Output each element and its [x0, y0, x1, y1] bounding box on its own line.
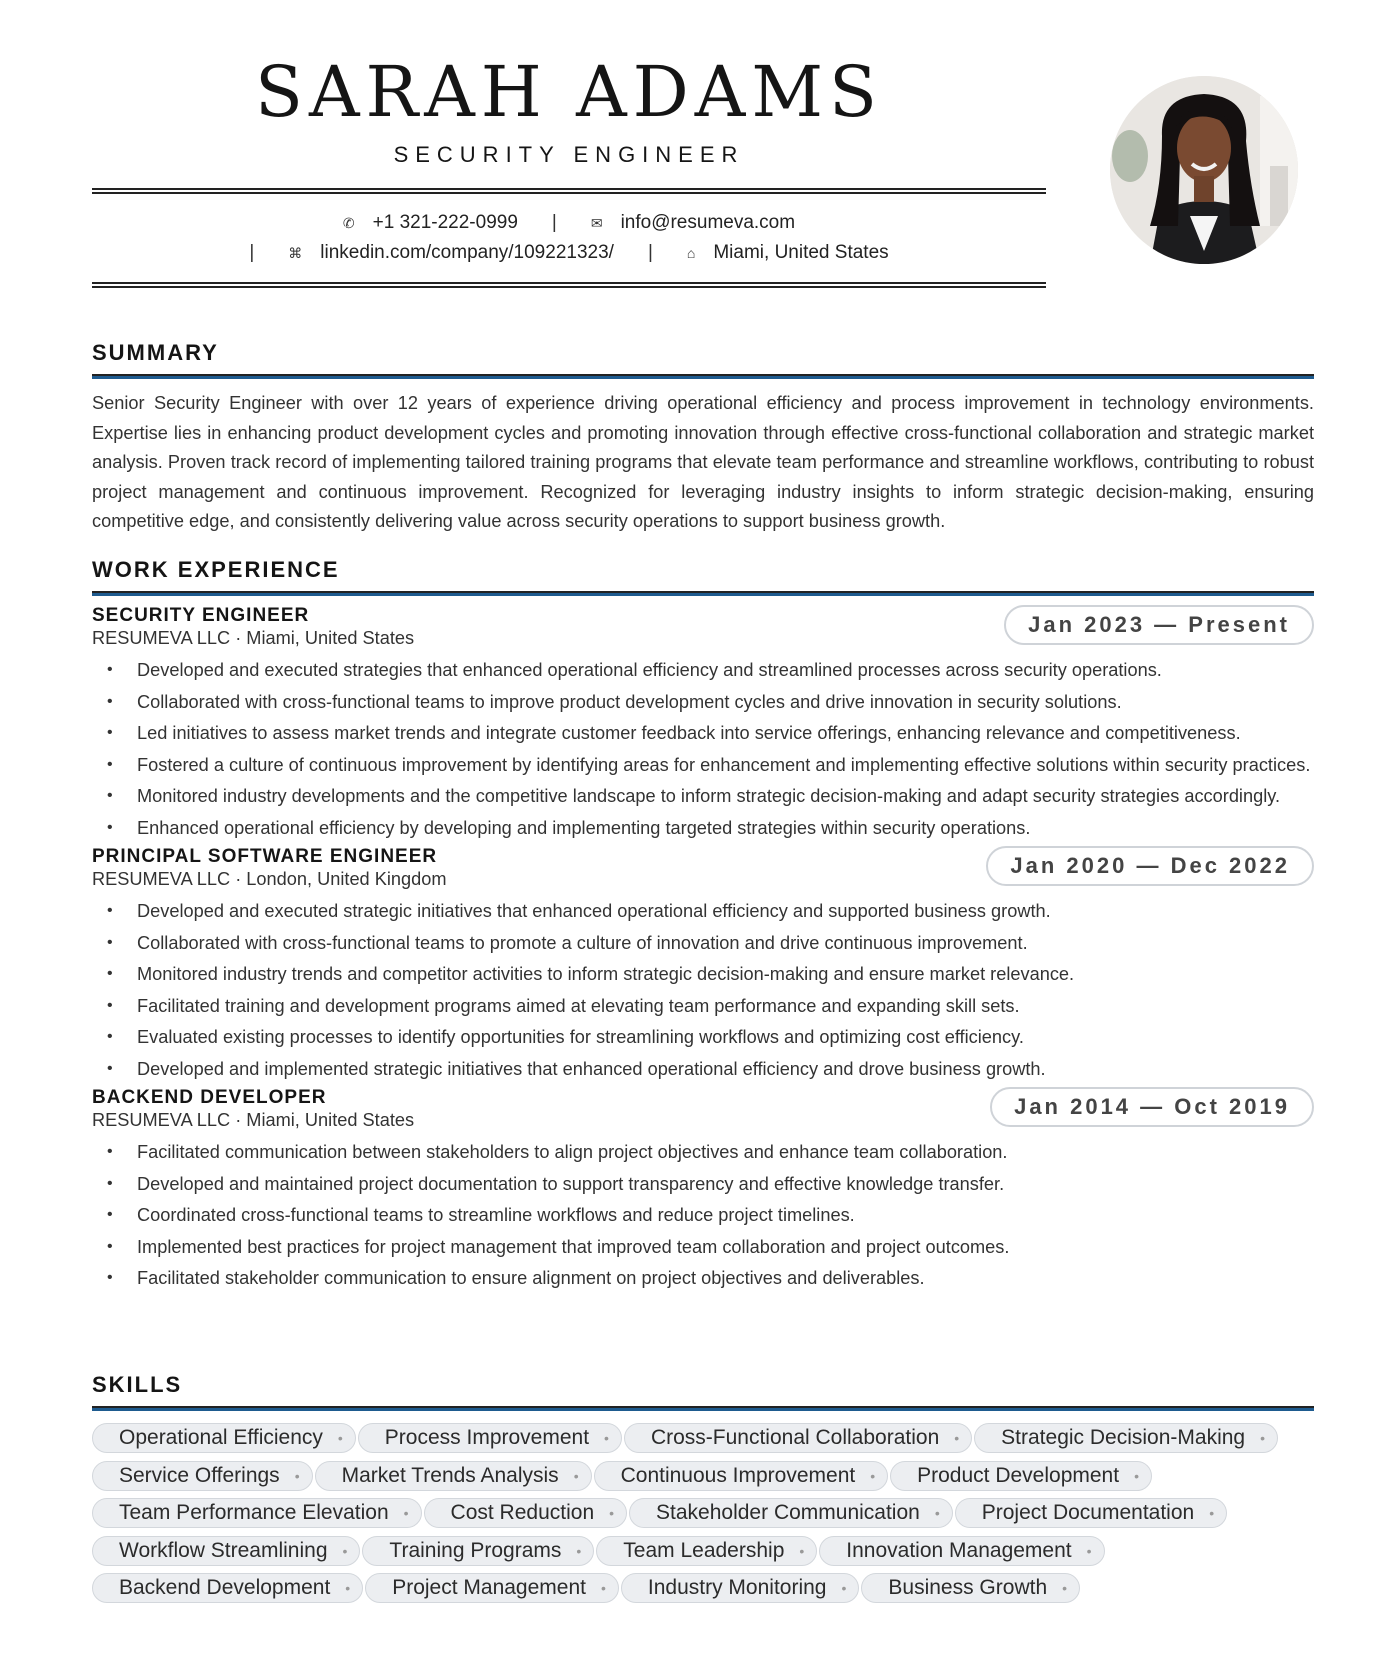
- dot-icon: •: [870, 1467, 876, 1484]
- dot-icon: •: [1260, 1430, 1266, 1446]
- job-entry: [92, 1087, 1314, 1291]
- job-title: SECURITY ENGINEER: [92, 605, 310, 626]
- job-title: PRINCIPAL SOFTWARE ENGINEER: [92, 846, 438, 867]
- skills-section: [92, 1372, 1314, 1611]
- dot-icon: •: [1134, 1467, 1139, 1484]
- skill-label: Project Documentation: [981, 1501, 1195, 1524]
- skill-label: Continuous Improvement: [620, 1463, 856, 1487]
- dot-icon: •: [1062, 1580, 1068, 1596]
- skill-chip: [92, 1536, 360, 1566]
- header-divider-bottom: [92, 282, 1046, 288]
- skill-label: Cost Reduction: [450, 1501, 595, 1524]
- skill-label: Process Improvement: [384, 1426, 590, 1449]
- job-bullet: • Monitored industry developments and the competitive landscape to inform strategic decision-making and adapt security strategies accordingly.: [92, 783, 1314, 809]
- summary-section: [92, 340, 1314, 537]
- dot-icon: •: [934, 1505, 940, 1521]
- dot-icon: •: [342, 1542, 348, 1559]
- job-company: RESUMEVA LLC · Miami, United States: [92, 628, 415, 648]
- dot-icon: •: [403, 1505, 409, 1521]
- section-divider: [92, 1406, 1314, 1411]
- job-bullet: • Monitored industry trends and competitor activities to inform strategic decision-making and ensure market relevance.: [92, 961, 1314, 987]
- summary-text: Senior Security Engineer with over 12 years of experience driving operational efficiency and process improvement in technology environments. Expertise lies in enhancing product development cycles and promoting innovation through effective cross-functional collaboration and strategic market analysis. Proven track record of implementing tailored training programs that elevate team performance and streamline workflows, contributing to robust project management and continuous improvement. Recognized for leveraging industry insights to inform strategic decision-making, ensuring competitive edge, and consistently delivering value across security operations to support business growth.: [92, 393, 1314, 532]
- email-address[interactable]: info@resumeva.com: [620, 212, 796, 233]
- dot-icon: •: [573, 1467, 579, 1484]
- home-icon: ⌂: [686, 245, 696, 261]
- experience-section: [92, 557, 1314, 1297]
- skill-label: Team Performance Elevation: [119, 1501, 389, 1524]
- job-bullet: • Enhanced operational efficiency by developing and implementing targeted strategies within security operations.: [92, 815, 1314, 841]
- skill-label: Team Leadership: [623, 1538, 785, 1562]
- skill-label: Backend Development: [119, 1576, 331, 1599]
- skill-chip: [861, 1573, 1080, 1603]
- job-bullet: • Developed and implemented strategic initiatives that enhanced operational efficiency and drove business growth.: [92, 1056, 1314, 1082]
- skill-chip: [594, 1461, 889, 1491]
- skill-chip: [629, 1498, 953, 1528]
- skill-chip: [315, 1461, 592, 1491]
- dot-icon: •: [954, 1430, 960, 1446]
- skills-heading: SKILLS: [92, 1372, 183, 1397]
- job-dates-badge: Jan 2020 — Dec 2022: [986, 846, 1314, 886]
- candidate-name: SARAH ADAMS: [255, 51, 883, 133]
- dot-icon: •: [841, 1580, 847, 1596]
- skill-label: Training Programs: [389, 1538, 562, 1562]
- skill-chip: [955, 1498, 1227, 1528]
- dot-icon: •: [604, 1430, 609, 1446]
- job-bullet: • Collaborated with cross-functional teams to promote a culture of innovation and drive continuous improvement.: [92, 930, 1314, 956]
- job-bullets: [92, 657, 1314, 841]
- job-company: RESUMEVA LLC · Miami, United States: [92, 1110, 415, 1130]
- dot-icon: •: [1209, 1505, 1215, 1521]
- skill-label: Cross-Functional Collaboration: [650, 1426, 940, 1449]
- job-title: BACKEND DEVELOPER: [92, 1087, 327, 1108]
- job-bullet: • Led initiatives to assess market trends and integrate customer feedback into service offerings, enhancing relevance and competitiveness.: [92, 720, 1314, 746]
- dot-icon: •: [576, 1542, 582, 1559]
- job-bullets: [92, 898, 1314, 1082]
- skill-label: Service Offerings: [119, 1463, 280, 1487]
- skill-label: Innovation Management: [846, 1538, 1072, 1562]
- job-bullet: • Facilitated stakeholder communication to ensure alignment on project objectives and deliverables.: [92, 1265, 1314, 1291]
- skill-chip: [596, 1536, 817, 1566]
- envelope-icon: ✉: [590, 214, 603, 231]
- job-bullet: • Facilitated training and development programs aimed at elevating team performance and expanding skill sets.: [92, 993, 1314, 1019]
- contact-separator: |: [249, 242, 255, 263]
- header-divider-top: [92, 188, 1046, 194]
- skill-label: Stakeholder Communication: [656, 1501, 920, 1524]
- job-bullet: • Developed and executed strategic initiatives that enhanced operational efficiency and supported business growth.: [92, 898, 1314, 924]
- skill-label: Operational Efficiency: [119, 1426, 323, 1449]
- profile-photo: [1110, 76, 1298, 264]
- linkedin-link[interactable]: linkedin.com/company/109221323/: [320, 242, 614, 263]
- skill-label: Product Development: [917, 1463, 1120, 1487]
- skill-chip: [92, 1461, 313, 1491]
- skill-label: Project Management: [392, 1576, 586, 1599]
- skill-chip: [362, 1536, 594, 1566]
- candidate-title: SECURITY ENGINEER: [393, 142, 745, 167]
- skill-chip: [621, 1573, 860, 1603]
- job-company: RESUMEVA LLC · London, United Kingdom: [92, 869, 447, 889]
- skill-chip: [974, 1423, 1278, 1453]
- skill-chip: [624, 1423, 972, 1453]
- job-bullet: • Developed and maintained project documentation to support transparency and effective knowledge transfer.: [92, 1171, 1314, 1197]
- skill-chip: [92, 1498, 422, 1528]
- job-bullet: • Coordinated cross-functional teams to streamline workflows and reduce project timelines.: [92, 1202, 1314, 1228]
- skill-chip: [819, 1536, 1104, 1566]
- skill-chip: [92, 1573, 363, 1603]
- dot-icon: •: [1086, 1542, 1092, 1559]
- skill-chip: [890, 1461, 1152, 1491]
- location-text: Miami, United States: [713, 242, 889, 263]
- section-divider: [92, 591, 1314, 596]
- resume-header: [92, 52, 1046, 168]
- job-bullet: • Implemented best practices for project management that improved team collaboration and project outcomes.: [92, 1234, 1314, 1260]
- job-bullet: • Evaluated existing processes to identify opportunities for streamlining workflows and optimizing cost efficiency.: [92, 1024, 1314, 1050]
- skills-list: [92, 1423, 1314, 1611]
- phone-number[interactable]: +1 321-222-0999: [372, 212, 518, 233]
- job-dates-badge: Jan 2023 — Present: [1004, 605, 1314, 645]
- contact-separator: |: [647, 242, 653, 263]
- skill-label: Market Trends Analysis: [341, 1463, 559, 1487]
- profile-photo-illustration: [1110, 76, 1298, 264]
- skill-chip: [365, 1573, 619, 1603]
- dot-icon: •: [294, 1467, 300, 1484]
- dot-icon: •: [337, 1430, 343, 1446]
- experience-heading: WORK EXPERIENCE: [92, 557, 340, 582]
- skill-label: Workflow Streamlining: [119, 1538, 328, 1562]
- job-dates-badge: Jan 2014 — Oct 2019: [990, 1087, 1314, 1127]
- skill-label: Industry Monitoring: [647, 1576, 827, 1599]
- job-entry: [92, 605, 1314, 841]
- summary-heading: SUMMARY: [92, 340, 219, 365]
- dot-icon: •: [345, 1580, 351, 1596]
- skill-label: Strategic Decision-Making: [1001, 1426, 1246, 1449]
- skill-chip: [92, 1423, 356, 1453]
- dot-icon: •: [799, 1542, 805, 1559]
- command-icon: ⌘: [288, 244, 303, 261]
- job-bullet: • Facilitated communication between stakeholders to align project objectives and enhance team collaboration.: [92, 1139, 1314, 1165]
- job-entry: [92, 846, 1314, 1082]
- job-bullet: • Collaborated with cross-functional teams to improve product development cycles and drive innovation in security solutions.: [92, 689, 1314, 715]
- contact-line-2: [92, 238, 1046, 268]
- contact-line-1: [92, 208, 1046, 238]
- dot-icon: •: [600, 1580, 606, 1596]
- skill-chip: [358, 1423, 622, 1453]
- job-bullet: • Developed and executed strategies that enhanced operational efficiency and streamlined processes across security operations.: [92, 657, 1314, 683]
- section-divider: [92, 374, 1314, 379]
- phone-icon: ✆: [342, 214, 355, 231]
- skill-chip: [424, 1498, 627, 1528]
- skill-label: Business Growth: [888, 1576, 1048, 1599]
- contact-separator: |: [551, 212, 557, 233]
- contact-info: [92, 208, 1046, 268]
- job-list: [92, 605, 1314, 1291]
- job-bullets: [92, 1139, 1314, 1291]
- job-bullet: • Fostered a culture of continuous improvement by identifying areas for enhancement and implementing effective solutions within security practices.: [92, 752, 1314, 778]
- dot-icon: •: [609, 1505, 615, 1521]
